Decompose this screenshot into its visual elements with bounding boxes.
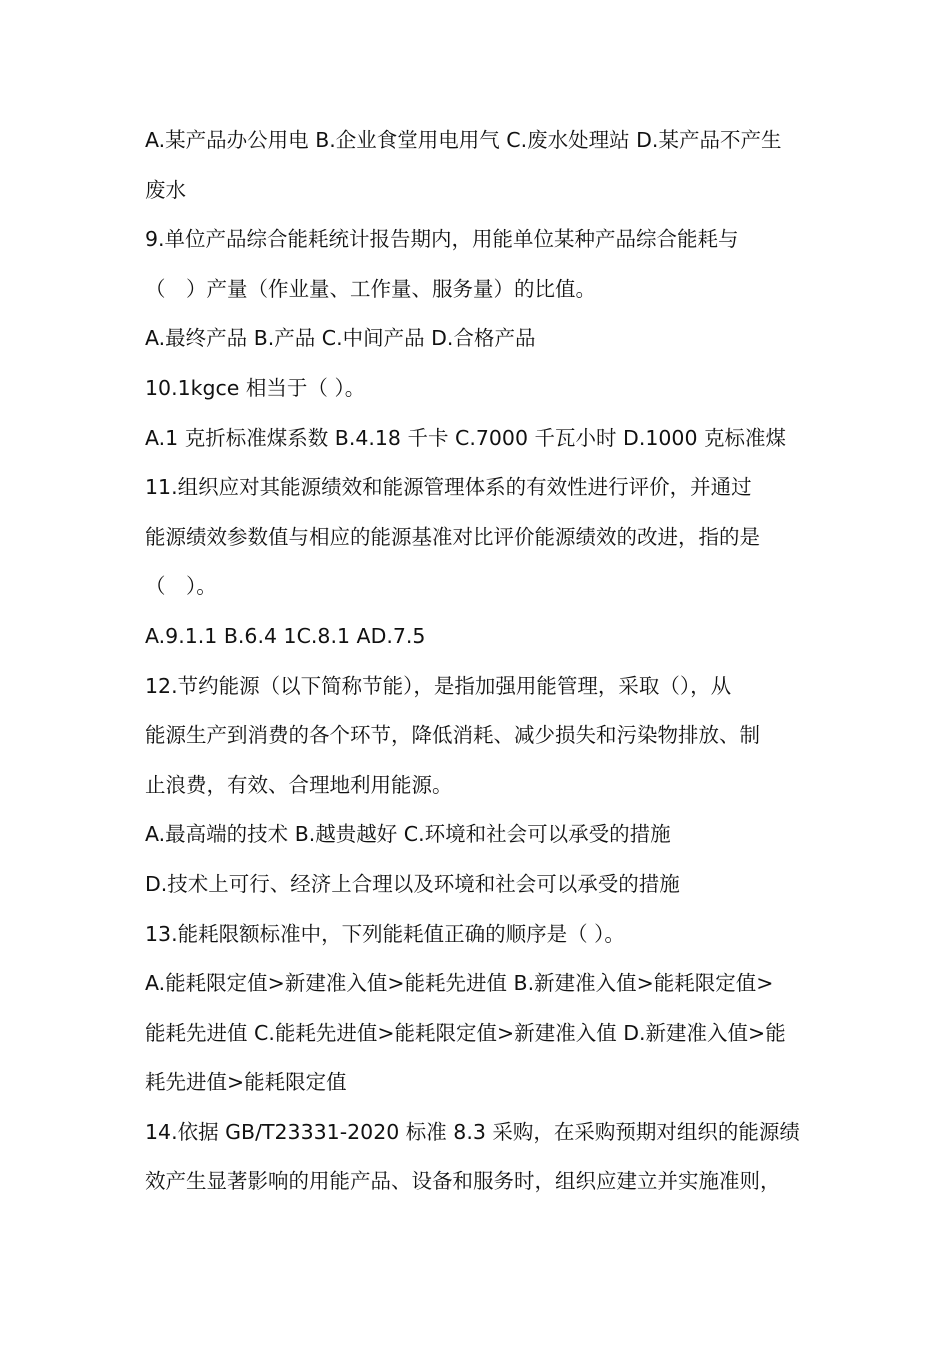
- text-line-11: A.9.1.1 B.6.4 1C.8.1 AD.7.5: [145, 623, 426, 648]
- text-line-3: 9.单位产品综合能耗统计报告期内，用能单位某种产品综合能耗与: [145, 227, 739, 252]
- text-line-22: 效产生显著影响的用能产品、设备和服务时，组织应建立并实施准则，: [145, 1169, 781, 1194]
- text-line-5: A.最终产品 B.产品 C.中间产品 D.合格产品: [145, 326, 536, 351]
- text-line-20: 耗先进值>能耗限定值: [145, 1070, 347, 1095]
- text-line-10: （ ）。: [145, 574, 217, 599]
- text-line-6: 10.1kgce 相当于（ ）。: [145, 375, 366, 400]
- text-line-15: A.最高端的技术 B.越贵越好 C.环境和社会可以承受的措施: [145, 822, 671, 847]
- text-line-21: 14.依据 GB/T23331-2020 标准 8.3 采购，在采购预期对组织的能源绩: [145, 1119, 800, 1144]
- text-line-4: （ ）产量（作业量、工作量、服务量）的比值。: [145, 276, 596, 301]
- text-line-12: 12.节约能源（以下简称节能），是指加强用能管理，采取（），从: [145, 673, 732, 698]
- text-line-19: 能耗先进值 C.能耗先进值>能耗限定值>新建准入值 D.新建准入值>能: [145, 1020, 786, 1045]
- text-line-13: 能源生产到消费的各个环节，降低消耗、减少损失和污染物排放、制: [145, 723, 760, 748]
- text-line-8: 11.组织应对其能源绩效和能源管理体系的有效性进行评价，并通过: [145, 475, 752, 500]
- text-line-7: A.1 克折标准煤系数 B.4.18 千卡 C.7000 千瓦小时 D.1000 克标准煤: [145, 425, 787, 450]
- text-line-9: 能源绩效参数值与相应的能源基准对比评价能源绩效的改进，指的是: [145, 524, 760, 549]
- text-line-2: 废水: [145, 177, 186, 202]
- text-line-17: 13.能耗限额标准中，下列能耗值正确的顺序是（ ）。: [145, 921, 625, 946]
- text-line-16: D.技术上可行、经济上合理以及环境和社会可以承受的措施: [145, 871, 680, 896]
- text-line-14: 止浪费，有效、合理地利用能源。: [145, 772, 453, 797]
- text-line-1: A.某产品办公用电 B.企业食堂用电用气 C.废水处理站 D.某产品不产生: [145, 128, 782, 152]
- text-line-18: A.能耗限定值>新建准入值>能耗先进值 B.新建准入值>能耗限定值>: [145, 971, 774, 996]
- document-page: [145, 116, 825, 1207]
